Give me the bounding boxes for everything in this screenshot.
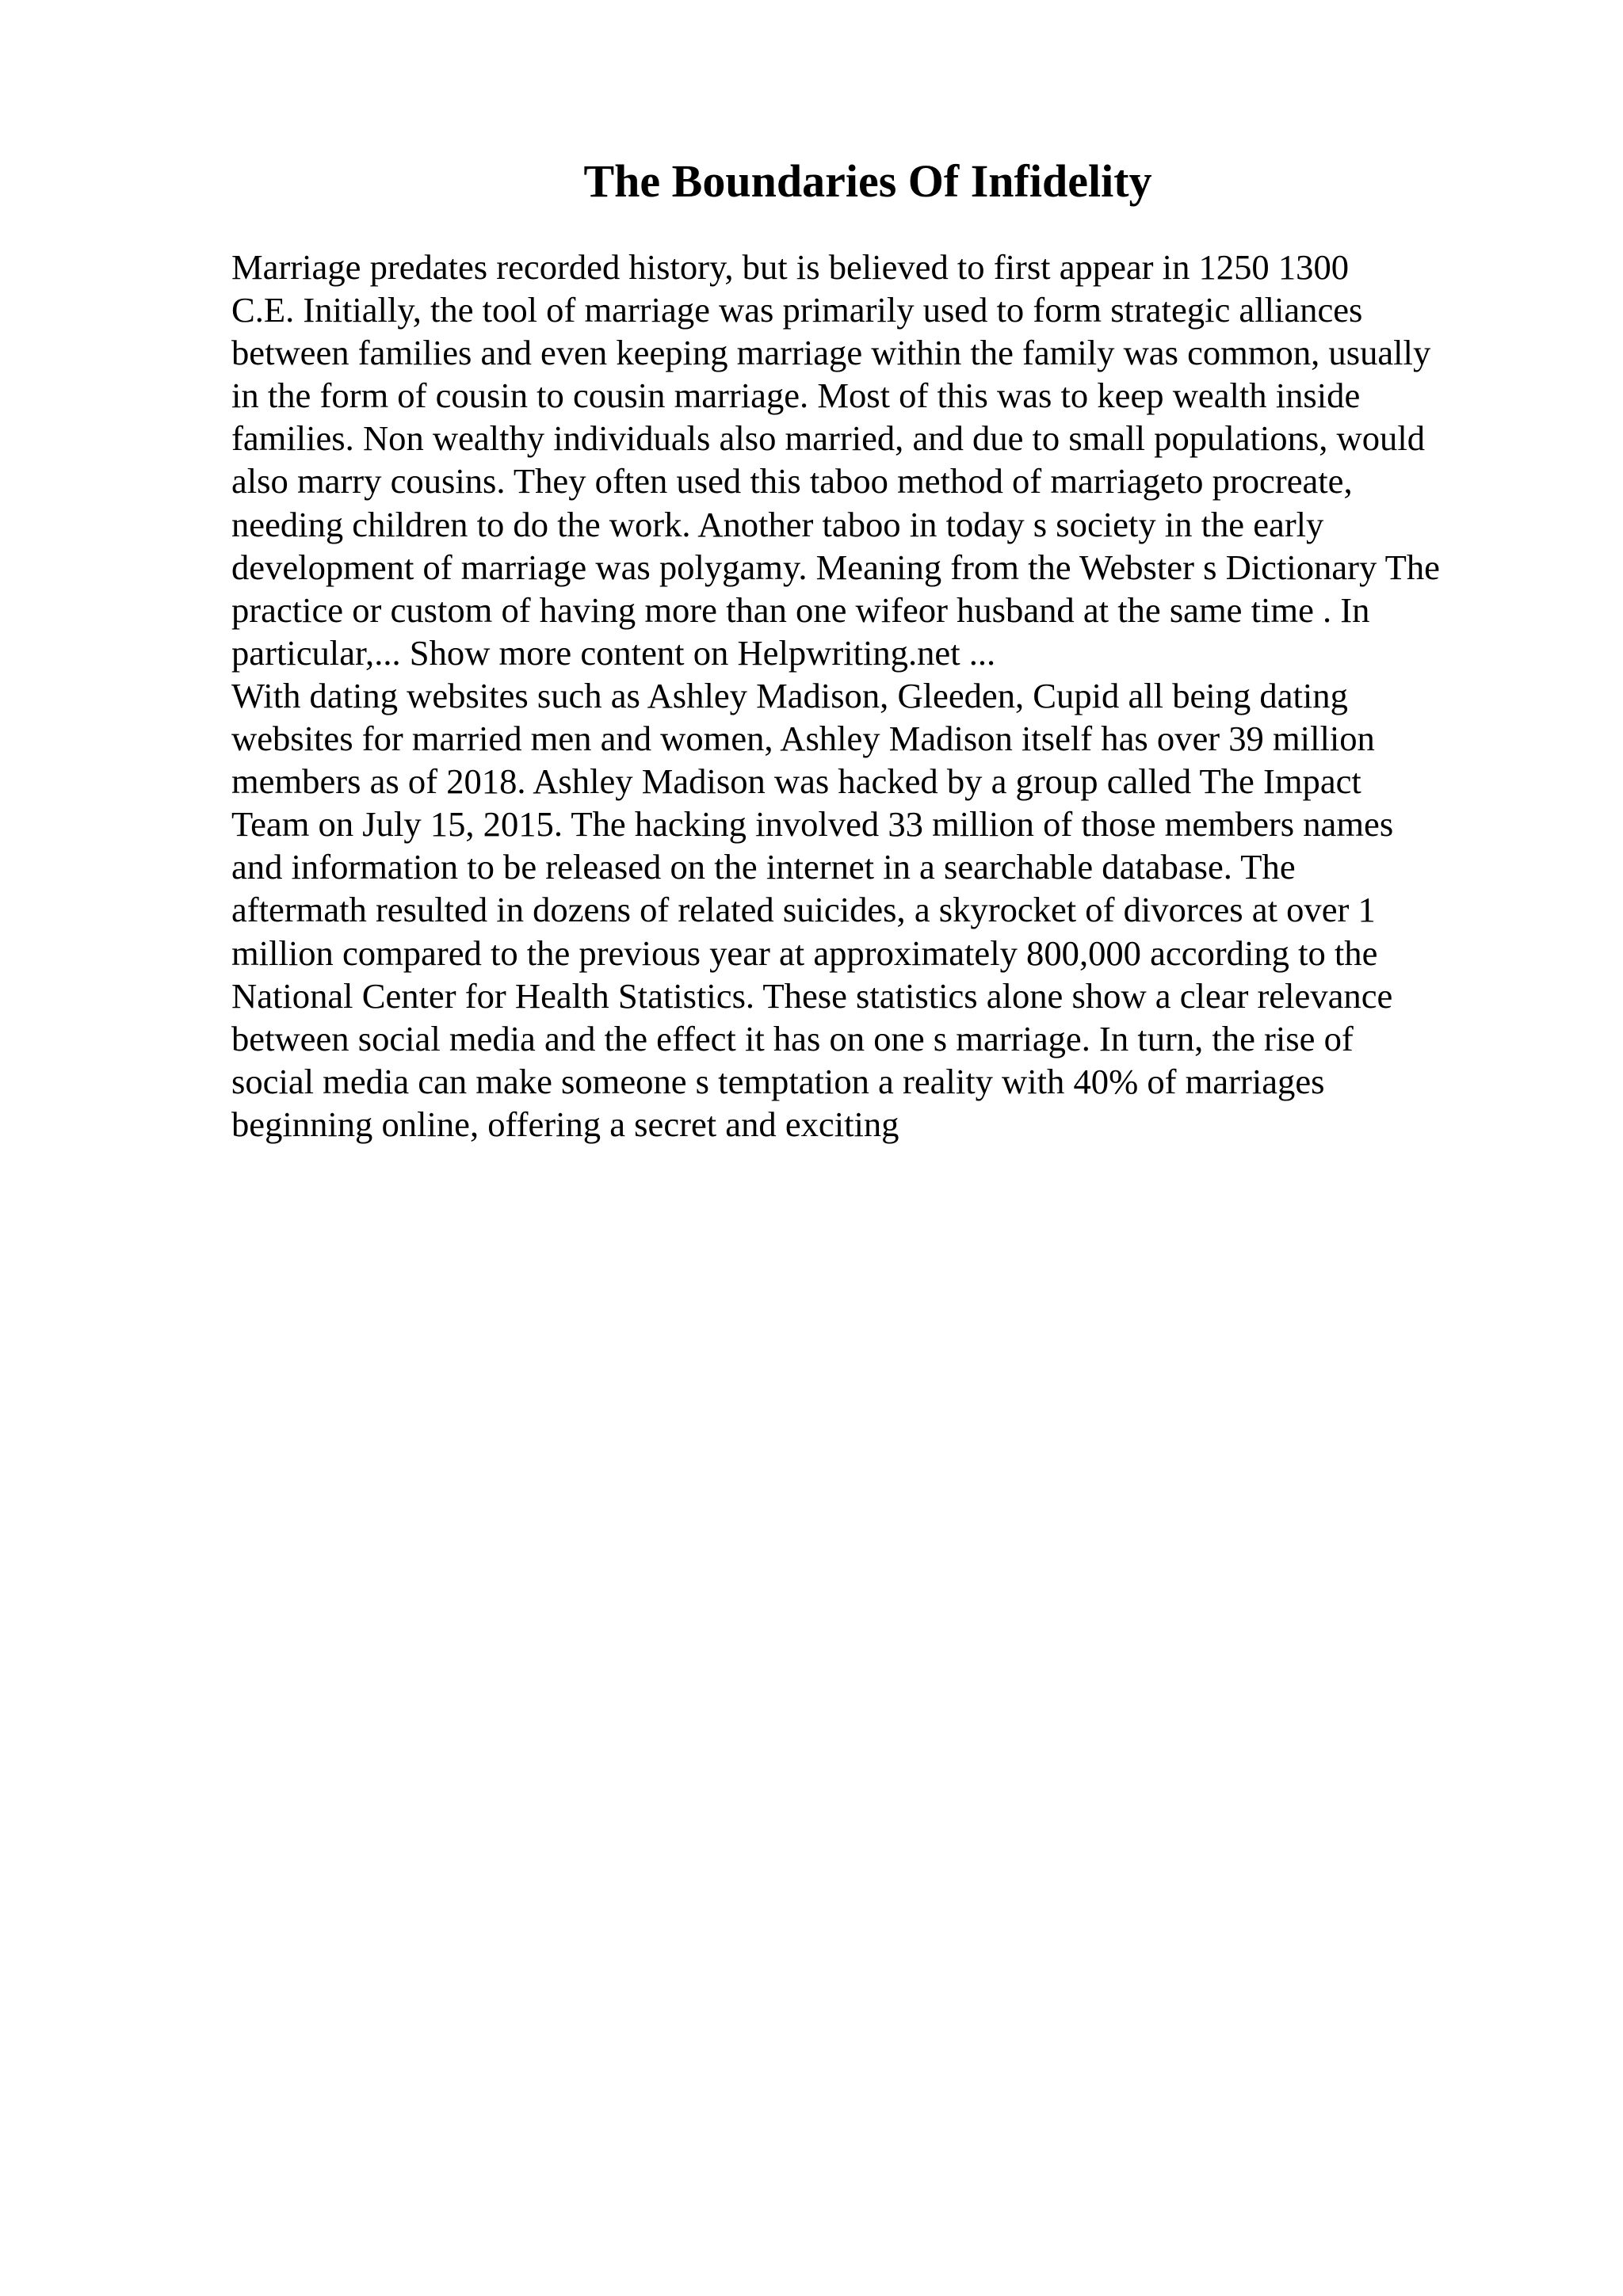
body-line: and information to be released on the internet in a searchable database. The xyxy=(231,847,1296,887)
body-line: Team on July 15, 2015. The hacking involved 33 million of those members names xyxy=(231,804,1394,845)
paragraph-1 xyxy=(231,246,1515,674)
document-body xyxy=(231,246,1515,1146)
body-line: development of marriage was polygamy. Meaning from the Webster s Dictionary The xyxy=(231,547,1440,587)
body-line: With dating websites such as Ashley Madison, Gleeden, Cupid all being dating xyxy=(231,675,1348,715)
body-line: National Center for Health Statistics. These statistics alone show a clear relevance xyxy=(231,975,1393,1016)
body-line: Marriage predates recorded history, but is believed to first appear in 1250 1300 xyxy=(231,247,1350,287)
body-line: beginning online, offering a secret and exciting xyxy=(231,1104,899,1144)
body-line: members as of 2018. Ashley Madison was hacked by a group called The Impact xyxy=(231,761,1361,802)
body-line: also marry cousins. They often used this taboo method of marriageto procreate, xyxy=(231,461,1353,502)
body-line: between families and even keeping marriage within the family was common, usually xyxy=(231,333,1431,373)
body-line: websites for married men and women, Ashley Madison itself has over 39 million xyxy=(231,719,1375,759)
body-line: aftermath resulted in dozens of related suicides, a skyrocket of divorces at over 1 xyxy=(231,890,1376,930)
body-line: needing children to do the work. Another taboo in today s society in the early xyxy=(231,504,1324,544)
body-line: in the form of cousin to cousin marriage. Most of this was to keep wealth inside xyxy=(231,376,1361,416)
body-line: social media can make someone s temptation a reality with 40% of marriages xyxy=(231,1061,1325,1101)
body-line: C.E. Initially, the tool of marriage was primarily used to form strategic alliances xyxy=(231,290,1363,330)
body-line: million compared to the previous year at approximately 800,000 according to the xyxy=(231,933,1378,973)
document-title: The Boundaries Of Infidelity xyxy=(583,155,1152,207)
body-line: families. Non wealthy individuals also married, and due to small populations, would xyxy=(231,418,1426,459)
body-line: between social media and the effect it has on one s marriage. In turn, the rise of xyxy=(231,1018,1354,1058)
body-line: practice or custom of having more than one wifeor husband at the same time . In xyxy=(231,589,1370,630)
body-line: particular,... Show more content on Helpwriting.net ... xyxy=(231,632,996,673)
paragraph-2 xyxy=(231,674,1515,1146)
